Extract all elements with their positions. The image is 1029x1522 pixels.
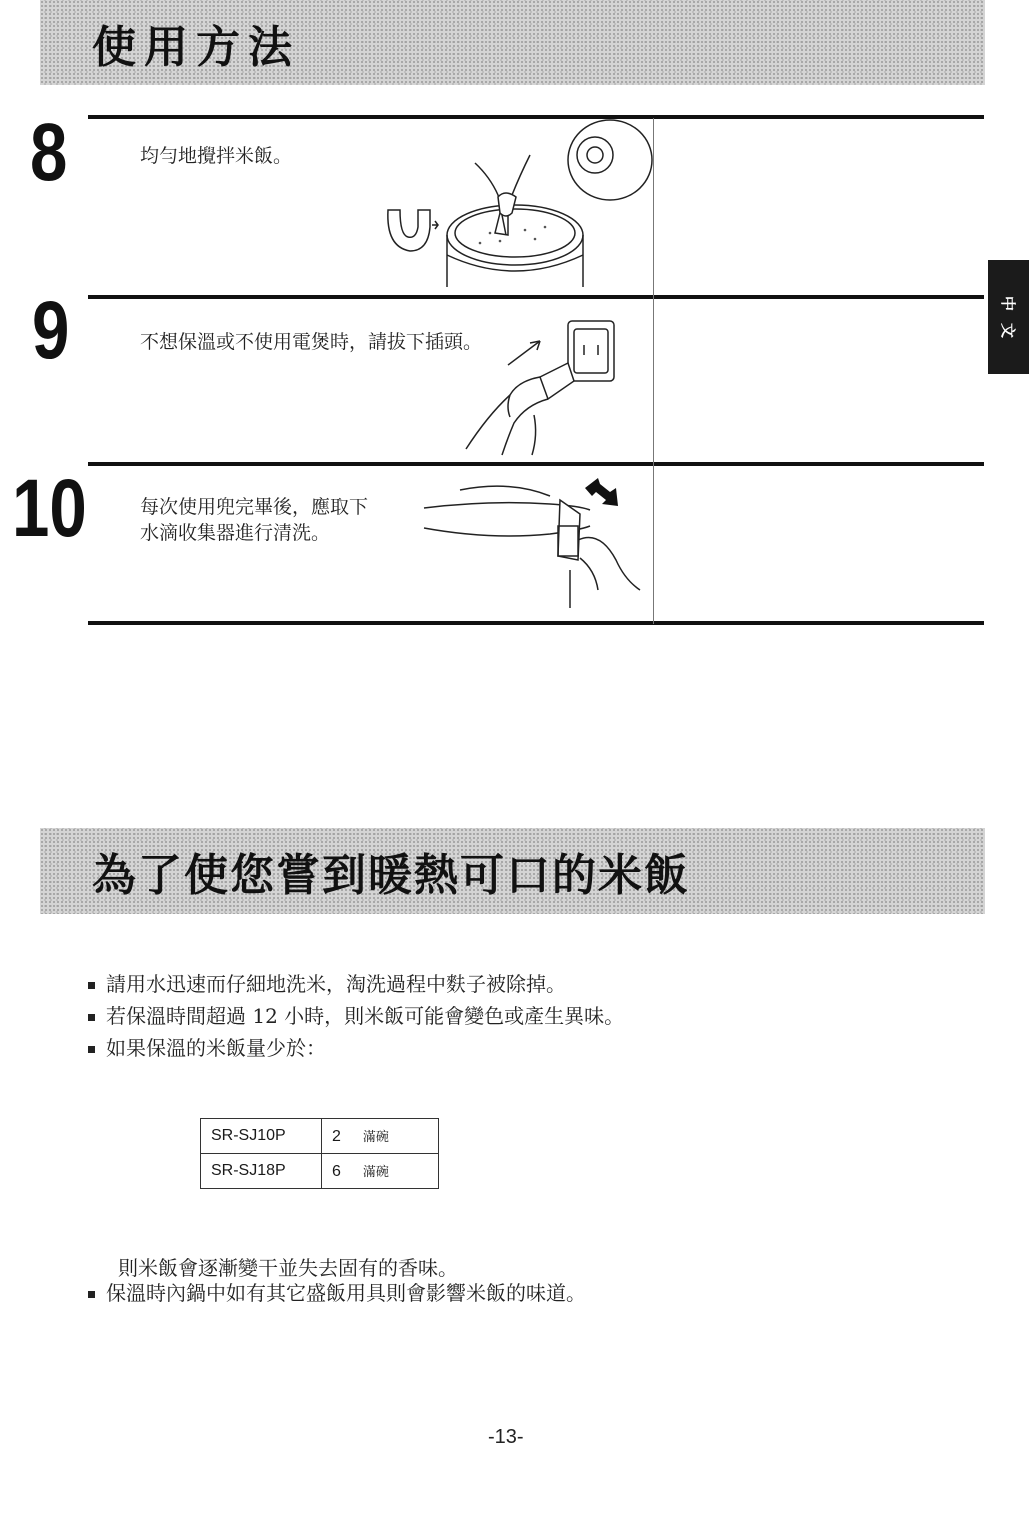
- page-number: -13-: [488, 1426, 524, 1448]
- language-tab: [988, 260, 1029, 374]
- step-number-8: 8: [30, 107, 68, 198]
- quantity-unit: 滿碗: [362, 1130, 389, 1145]
- quantity-cell: [322, 1119, 439, 1154]
- language-tab-char-1: 中: [998, 295, 1017, 312]
- section-title-usage: 使用方法: [92, 21, 300, 73]
- section-title-tips: 為了使您嘗到暖熱可口的米飯: [92, 850, 690, 901]
- step-number-10: 10: [12, 463, 87, 554]
- section-banner-tips: [40, 828, 985, 914]
- quantity-value: 6: [332, 1163, 341, 1180]
- step-number-9: 9: [32, 285, 70, 376]
- quantity-unit: 滿碗: [362, 1165, 389, 1180]
- tips-list-continued: [88, 1277, 586, 1309]
- step-8-text: 均勻地攪拌米飯。: [140, 145, 293, 167]
- model-cell: SR-SJ10P: [201, 1119, 322, 1154]
- table-row: [201, 1119, 439, 1154]
- step-9-top-rule: [88, 295, 984, 299]
- model-cell: SR-SJ18P: [201, 1154, 322, 1189]
- unplug-illustration: [448, 315, 628, 460]
- table-row: [201, 1154, 439, 1189]
- table-followup-text: 則米飯會逐漸變干並失去固有的香味。: [118, 1256, 458, 1280]
- step-10-text: [140, 494, 368, 546]
- tip-item-2: 若保溫時間超過 12 小時，則米飯可能會變色或產生異味。: [88, 1000, 624, 1032]
- section-banner-usage: [40, 0, 985, 85]
- step-10-text-line-2: 水滴收集器進行清洗。: [140, 522, 331, 544]
- language-tab-char-2: 文: [998, 322, 1017, 339]
- step-10-top-rule: [88, 462, 984, 466]
- stirring-rice-illustration: [380, 115, 655, 290]
- minimum-rice-table: [200, 1118, 439, 1189]
- step-10-text-line-1: 每次使用兜完畢後，應取下: [140, 496, 369, 518]
- quantity-cell: [322, 1154, 439, 1189]
- steps-bottom-rule: [88, 621, 984, 625]
- tip-item-3: 如果保溫的米飯量少於：: [88, 1032, 624, 1064]
- tip-item-1: 請用水迅速而仔細地洗米，淘洗過程中麩子被除掉。: [88, 968, 624, 1000]
- step-9-text: 不想保溫或不使用電煲時，請拔下插頭。: [140, 331, 483, 353]
- drip-collector-removal-illustration: [420, 470, 645, 610]
- tips-list: [88, 968, 624, 1064]
- quantity-value: 2: [332, 1128, 341, 1145]
- tip-item-4: 保溫時內鍋中如有其它盛飯用具則會影響米飯的味道。: [88, 1277, 586, 1309]
